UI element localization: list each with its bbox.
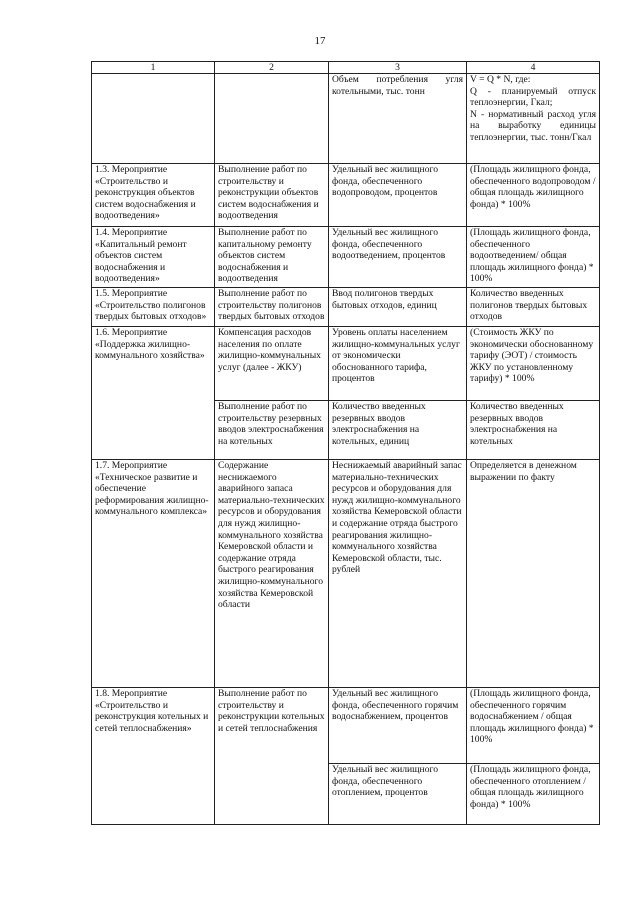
work-cell: Компенсация расходов населения по оплате жилищно-коммунальных услуг (далее - ЖКУ): [215, 327, 329, 401]
page-number: 17: [314, 35, 326, 47]
table-row: [92, 164, 600, 227]
work-cell: Выполнение работ по капитальному ремонту объектов систем водоснабжения и водоотведения: [215, 227, 329, 288]
indicator-cell: Удельный вес жилищного фонда, обеспеченного отоплением, процентов: [329, 764, 467, 825]
table-row: [92, 288, 600, 327]
formula-cell: (Площадь жилищного фонда, обеспеченного водоотведением/ общая площадь жилищного фонда) * 100%: [467, 227, 600, 288]
table-row: [92, 688, 600, 764]
indicator-cell: Неснижаемый аварийный запас материально-технических ресурсов и оборудования для нужд жилищно-коммунального хозяйства Кемеровской области и содержание отряда быстрого реагирования жилищно-коммунального хозяйства Кемеровской области, тыс. рублей: [329, 460, 467, 688]
column-number-2: 2: [215, 62, 329, 74]
measure-cell: 1.6. Мероприятие «Поддержка жилищно-коммунального хозяйства»: [92, 327, 215, 460]
formula-cell: (Стоимость ЖКУ по экономически обоснованному тарифу (ЭОТ) / стоимость ЖКУ по установленному тарифу) * 100%: [467, 327, 600, 401]
table-header: [92, 62, 600, 74]
measure-cell: 1.5. Мероприятие «Строительство полигонов твердых бытовых отходов»: [92, 288, 215, 327]
indicator-cell: Ввод полигонов твердых бытовых отходов, единиц: [329, 288, 467, 327]
table-row: [92, 227, 600, 288]
measure-cell: [92, 74, 215, 164]
indicator-cell: Количество введенных резервных вводов электроснабжения на котельных, единиц: [329, 401, 467, 460]
indicator-cell: Объем потребления угля котельными, тыс. тонн: [329, 74, 467, 164]
formula-cell: Определяется в денежном выражении по факту: [467, 460, 600, 688]
work-cell: Выполнение работ по строительству и реконструкции котельных и сетей теплоснабжения: [215, 688, 329, 825]
measure-cell: 1.8. Мероприятие «Строительство и реконструкция котельных и сетей теплоснабжения»: [92, 688, 215, 825]
indicators-table: [91, 61, 600, 825]
formula-cell: Количество введенных резервных вводов электроснабжения на котельных: [467, 401, 600, 460]
column-number-1: 1: [92, 62, 215, 74]
formula-cell: (Площадь жилищного фонда, обеспеченного отоплением / общая площадь жилищного фонда) * 100%: [467, 764, 600, 825]
indicator-cell: Удельный вес жилищного фонда, обеспеченного водопроводом, процентов: [329, 164, 467, 227]
work-cell: Выполнение работ по строительству полигонов твердых бытовых отходов: [215, 288, 329, 327]
measure-cell: 1.7. Мероприятие «Техническое развитие и обеспечение реформирования жилищно-коммунального комплекса»: [92, 460, 215, 688]
indicator-cell: Удельный вес жилищного фонда, обеспеченного горячим водоснабжением, процентов: [329, 688, 467, 764]
formula-cell: V = Q * N, где: Q - планируемый отпуск теплоэнергии, Гкал; N - нормативный расход угля на выработку единицы теплоэнергии, тыс. тонн/Гкал: [467, 74, 600, 164]
work-cell: Содержание неснижаемого аварийного запаса материально-технических ресурсов и оборудования для нужд жилищно-коммунального хозяйства Кемеровской области и содержание отряда быстрого реагирования жилищно-коммунального хозяйства Кемеровской области: [215, 460, 329, 688]
table-row: [92, 74, 600, 164]
work-cell: Выполнение работ по строительству резервных вводов электроснабжения на котельных: [215, 401, 329, 460]
work-cell: Выполнение работ по строительству и реконструкции объектов систем водоснабжения и водоотведения: [215, 164, 329, 227]
measure-cell: 1.4. Мероприятие «Капитальный ремонт объектов систем водоснабжения и водоотведения»: [92, 227, 215, 288]
table-row: [92, 327, 600, 401]
indicator-cell: Уровень оплаты населением жилищно-коммунальных услуг от экономически обоснованного тарифа, процентов: [329, 327, 467, 401]
formula-cell: (Площадь жилищного фонда, обеспеченного водопроводом / общая площадь жилищного фонда) * 100%: [467, 164, 600, 227]
formula-cell: (Площадь жилищного фонда, обеспеченного горячим водоснабжением / общая площадь жилищного фонда) * 100%: [467, 688, 600, 764]
column-number-3: 3: [329, 62, 467, 74]
table-row: [92, 460, 600, 688]
column-number-4: 4: [467, 62, 600, 74]
measure-cell: 1.3. Мероприятие «Строительство и реконструкция объектов систем водоснабжения и водоотведения»: [92, 164, 215, 227]
work-cell: [215, 74, 329, 164]
indicator-cell: Удельный вес жилищного фонда, обеспеченного водоотведением, процентов: [329, 227, 467, 288]
formula-cell: Количество введенных полигонов твердых бытовых отходов: [467, 288, 600, 327]
